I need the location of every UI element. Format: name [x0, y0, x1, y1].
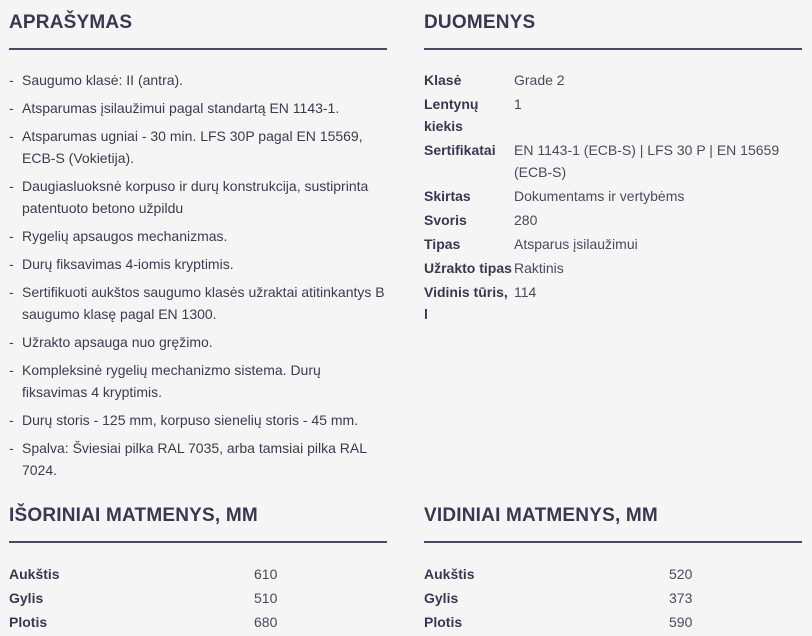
- table-row: [424, 185, 802, 207]
- spec-key: Sertifikatai: [424, 142, 496, 158]
- dimension-value: 680: [254, 614, 278, 630]
- inner-dimensions-table: [424, 563, 802, 633]
- list-item: - Durų storis - 125 mm, korpuso sienelių storis - 45 mm.: [9, 409, 387, 431]
- dimension-value: 610: [254, 566, 278, 582]
- table-row: [9, 587, 387, 609]
- description-list: [9, 69, 387, 481]
- table-row: [424, 563, 802, 585]
- spec-value: 114: [514, 284, 537, 300]
- outer-dimensions-divider: [9, 541, 387, 543]
- dimension-value: 590: [669, 614, 693, 630]
- spec-value: 1: [514, 96, 522, 112]
- list-item: - Saugumo klasė: II (antra).: [9, 69, 387, 91]
- table-row: [424, 257, 802, 279]
- spec-value: EN 1143-1 (ECB-S) | LFS 30 P | EN 15659 (ECB-S): [514, 142, 780, 180]
- table-row: [424, 209, 802, 231]
- spec-value: 280: [514, 212, 538, 228]
- list-item: - Rygelių apsaugos mechanizmas.: [9, 225, 387, 247]
- outer-dimensions-title: IŠORINIAI MATMENYS, MM: [9, 505, 258, 526]
- list-item: - Daugiasluoksnė korpuso ir durų konstrukcija, sustiprinta patentuoto betono užpildu: [9, 175, 387, 219]
- description-title: APRAŠYMAS: [9, 12, 133, 33]
- list-item: - Durų fiksavimas 4-iomis kryptimis.: [9, 253, 387, 275]
- table-row: [424, 281, 802, 325]
- table-row: [9, 611, 387, 633]
- table-row: [424, 611, 802, 633]
- dimension-value: 510: [254, 590, 278, 606]
- list-item: - Spalva: Šviesiai pilka RAL 7035, arba tamsiai pilka RAL 7024.: [9, 437, 387, 481]
- description-section: [9, 12, 387, 487]
- dimension-key: Aukštis: [424, 566, 475, 582]
- table-row: [9, 563, 387, 585]
- list-item: - Atsparumas įsilaužimui pagal standartą EN 1143-1.: [9, 97, 387, 119]
- spec-key: Lentynų kiekis: [424, 96, 479, 134]
- spec-value: Atsparus įsilaužimui: [514, 236, 638, 252]
- spec-key: Užrakto tipas: [424, 260, 512, 276]
- dimension-key: Gylis: [424, 590, 459, 606]
- table-row: [424, 233, 802, 255]
- list-item: - Kompleksinė rygelių mechanizmo sistema. Durų fiksavimas 4 kryptimis.: [9, 359, 387, 403]
- inner-dimensions-section: [424, 505, 802, 635]
- specs-table: [424, 69, 802, 325]
- spec-value: Grade 2: [514, 72, 565, 88]
- spec-value: Dokumentams ir vertybėms: [514, 188, 685, 204]
- table-row: [424, 139, 802, 183]
- spec-key: Skirtas: [424, 188, 471, 204]
- outer-dimensions-table: [9, 563, 387, 633]
- specs-divider: [424, 48, 802, 50]
- dimension-value: 373: [669, 590, 693, 606]
- dimension-key: Plotis: [9, 614, 48, 630]
- list-item: - Atsparumas ugniai - 30 min. LFS 30P pagal EN 15569, ECB-S (Vokietija).: [9, 125, 387, 169]
- spec-key: Vidinis tūris, l: [424, 284, 508, 322]
- dimension-key: Plotis: [424, 614, 463, 630]
- spec-value: Raktinis: [514, 260, 564, 276]
- spec-key: Svoris: [424, 212, 467, 228]
- specs-section: [424, 12, 802, 327]
- list-item: - Sertifikuoti aukštos saugumo klasės užraktai atitinkantys B saugumo klasę pagal EN 1300.: [9, 281, 387, 325]
- table-row: [424, 587, 802, 609]
- dimension-value: 520: [669, 566, 693, 582]
- spec-key: Tipas: [424, 236, 461, 252]
- inner-dimensions-title: VIDINIAI MATMENYS, MM: [424, 505, 658, 526]
- outer-dimensions-section: [9, 505, 387, 635]
- dimension-key: Aukštis: [9, 566, 60, 582]
- table-row: [424, 93, 802, 137]
- description-divider: [9, 48, 387, 50]
- inner-dimensions-divider: [424, 541, 802, 543]
- list-item: - Užrakto apsauga nuo gręžimo.: [9, 331, 387, 353]
- spec-key: Klasė: [424, 72, 462, 88]
- dimension-key: Gylis: [9, 590, 44, 606]
- specs-title: DUOMENYS: [424, 12, 536, 33]
- table-row: [424, 69, 802, 91]
